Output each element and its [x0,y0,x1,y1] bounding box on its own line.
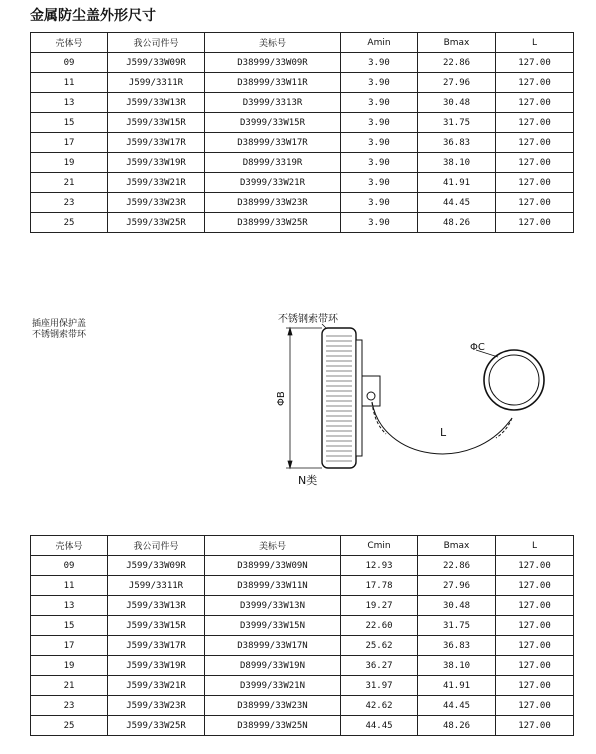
table-row [31,636,574,656]
table-cell: 41.91 [418,676,496,696]
table-cell: 25.62 [341,636,418,656]
table-cell: 12.93 [341,556,418,576]
table-cell: J599/3311R [108,73,205,93]
table-cell: 44.45 [418,193,496,213]
table-cell: D38999/33W25R [205,213,341,233]
table-cell: 09 [31,556,108,576]
table-cell: 31.75 [418,113,496,133]
table-row [31,73,574,93]
table-cell: 127.00 [496,173,574,193]
table-cell: 17.78 [341,576,418,596]
page-title: 金属防尘盖外形尺寸 [30,8,156,24]
table-cell: D3999/33W21R [205,173,341,193]
column-header: L [496,33,574,53]
column-header: Bmax [418,33,496,53]
table-cell: 127.00 [496,193,574,213]
table-header-row [31,536,574,556]
table-cell: 3.90 [341,193,418,213]
table-cell: J599/3311R [108,576,205,596]
table-cell: J599/33W23R [108,193,205,213]
table-cell: J599/33W15R [108,616,205,636]
diameter-b-label: ΦB [276,391,287,406]
table-cell: J599/33W21R [108,173,205,193]
table-cell: 38.10 [418,153,496,173]
table-row [31,556,574,576]
table-cell: J599/33W25R [108,213,205,233]
table-cell: 17 [31,636,108,656]
table-cell: D38999/33W09N [205,556,341,576]
column-header: L [496,536,574,556]
table-cell: J599/33W25R [108,716,205,736]
table-row [31,596,574,616]
type-label: N类 [298,474,318,487]
table-cell: D8999/33W19N [205,656,341,676]
table-cell: 09 [31,53,108,73]
table-cell: J599/33W17R [108,636,205,656]
column-header: Cmin [341,536,418,556]
table-cell: 38.10 [418,656,496,676]
table-cell: J599/33W13R [108,596,205,616]
table-cell: 42.62 [341,696,418,716]
table-cell: 127.00 [496,716,574,736]
table-row [31,213,574,233]
column-header: 我公司件号 [108,33,205,53]
table-cell: 127.00 [496,656,574,676]
table-cell: 127.00 [496,636,574,656]
table-cell: 127.00 [496,616,574,636]
table-cell: 127.00 [496,213,574,233]
table-cell: 17 [31,133,108,153]
table-cell: 11 [31,73,108,93]
table-row [31,696,574,716]
table-cell: 25 [31,213,108,233]
table-cell: J599/33W19R [108,656,205,676]
table-row [31,153,574,173]
table-cell: 127.00 [496,133,574,153]
table-row [31,576,574,596]
table-cell: D3999/33W15N [205,616,341,636]
table-cell: 27.96 [418,73,496,93]
table-cell: 44.45 [341,716,418,736]
table-cell: 11 [31,576,108,596]
table-row [31,113,574,133]
table-cell: 127.00 [496,93,574,113]
table-cell: 13 [31,596,108,616]
table-cell: 22.86 [418,53,496,73]
ring-outer [484,350,544,410]
table-cell: 19.27 [341,596,418,616]
table-cell: D3999/3313R [205,93,341,113]
column-header: 壳体号 [31,536,108,556]
table-cell: 127.00 [496,556,574,576]
table-row [31,93,574,113]
dust-cap-diagram [262,310,562,490]
table-cell: 13 [31,93,108,113]
length-label: L [440,426,447,439]
table-cell: J599/33W21R [108,676,205,696]
table-cell: J599/33W13R [108,93,205,113]
table-cell: 27.96 [418,576,496,596]
table-cell: 22.60 [341,616,418,636]
table-cell: 31.97 [341,676,418,696]
table-cell: J599/33W23R [108,696,205,716]
table-cell: J599/33W09R [108,556,205,576]
table-cell: 3.90 [341,173,418,193]
column-header: 美标号 [205,536,341,556]
table-cell: 127.00 [496,696,574,716]
table-cell: D38999/33W23N [205,696,341,716]
table-cell: 48.26 [418,716,496,736]
table-row [31,676,574,696]
table-cell: 22.86 [418,556,496,576]
diameter-b-dimension [286,328,322,468]
table-row [31,173,574,193]
table-row [31,133,574,153]
spec-table-n [30,535,574,736]
column-header: Amin [341,33,418,53]
table-cell: 127.00 [496,113,574,133]
table-cell: 30.48 [418,93,496,113]
table-cell: D38999/33W09R [205,53,341,73]
table-cell: 3.90 [341,113,418,133]
table-cell: D8999/3319R [205,153,341,173]
table-cell: 23 [31,696,108,716]
table-cell: 127.00 [496,73,574,93]
table-header-row [31,33,574,53]
spec-table-r [30,32,574,233]
table-cell: J599/33W09R [108,53,205,73]
table-cell: 36.27 [341,656,418,676]
table-cell: 41.91 [418,173,496,193]
table-cell: 21 [31,676,108,696]
table-row [31,193,574,213]
table-cell: D38999/33W17R [205,133,341,153]
table-cell: 3.90 [341,213,418,233]
attachment-bracket [362,376,380,406]
table-cell: D38999/33W11R [205,73,341,93]
table-row [31,616,574,636]
table-cell: 19 [31,656,108,676]
table-cell: D38999/33W17N [205,636,341,656]
table-cell: J599/33W17R [108,133,205,153]
table-cell: 127.00 [496,596,574,616]
table-cell: 127.00 [496,676,574,696]
table-cell: 48.26 [418,213,496,233]
table-cell: 3.90 [341,93,418,113]
table-cell: D38999/33W25N [205,716,341,736]
table-cell: J599/33W19R [108,153,205,173]
table-cell: 3.90 [341,73,418,93]
column-header: 壳体号 [31,33,108,53]
table-cell: 15 [31,616,108,636]
column-header: Bmax [418,536,496,556]
diameter-c-label: ΦC [470,342,485,353]
table-row [31,656,574,676]
table-cell: 19 [31,153,108,173]
table-cell: D3999/33W13N [205,596,341,616]
table-cell: D3999/33W21N [205,676,341,696]
table-cell: 36.83 [418,133,496,153]
cap-knurled-body [322,328,356,468]
ring-inner [489,355,539,405]
table-row [31,716,574,736]
table-cell: D38999/33W23R [205,193,341,213]
table-cell: 30.48 [418,596,496,616]
table-cell: D3999/33W15R [205,113,341,133]
ring-label: 不锈钢索带环 [278,314,338,325]
side-label-line-1: 插座用保护盖 [32,319,87,329]
table-cell: D38999/33W11N [205,576,341,596]
table-cell: 15 [31,113,108,133]
table-cell: 127.00 [496,53,574,73]
table-cell: 36.83 [418,636,496,656]
table-cell: 25 [31,716,108,736]
table-cell: 21 [31,173,108,193]
table-row [31,53,574,73]
table-cell: J599/33W15R [108,113,205,133]
table-cell: 127.00 [496,153,574,173]
column-header: 美标号 [205,33,341,53]
table-cell: 3.90 [341,53,418,73]
table-cell: 23 [31,193,108,213]
table-cell: 31.75 [418,616,496,636]
table-cell: 3.90 [341,133,418,153]
table-cell: 127.00 [496,576,574,596]
table-cell: 3.90 [341,153,418,173]
column-header: 我公司件号 [108,536,205,556]
table-cell: 44.45 [418,696,496,716]
side-label-line-2: 不锈钢索带环 [32,330,87,340]
